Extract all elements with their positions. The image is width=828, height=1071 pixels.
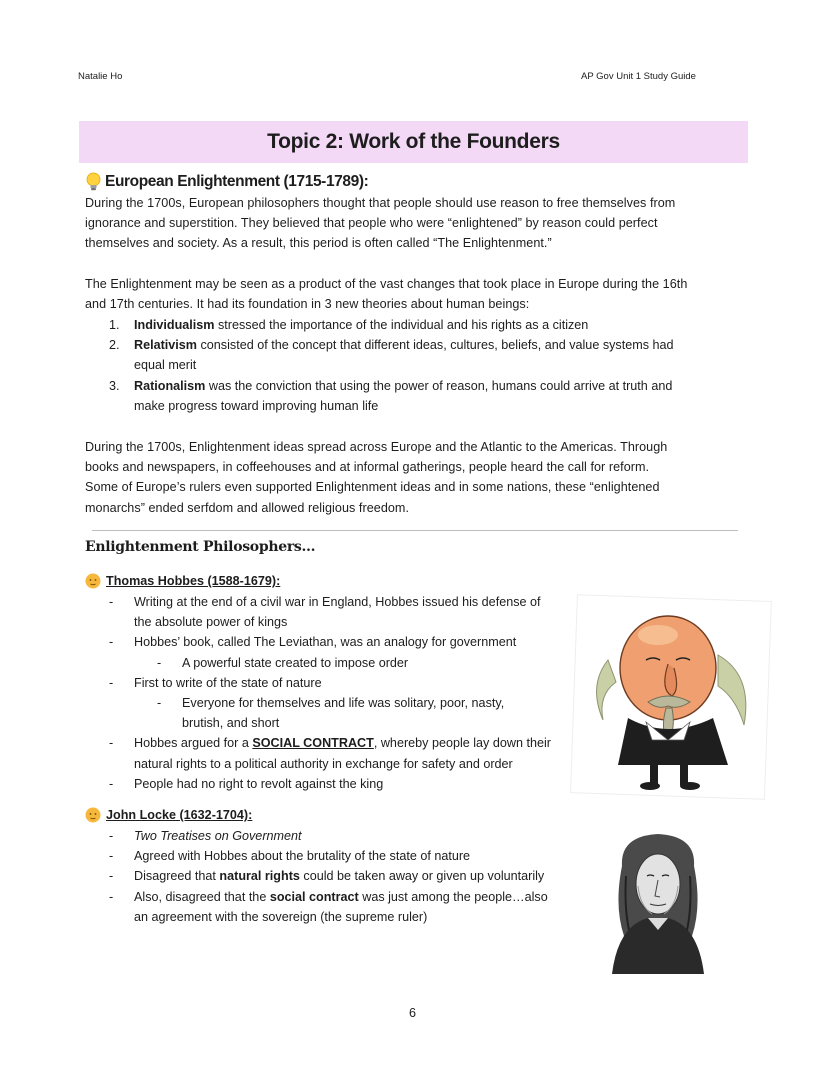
- text-line: Hobbes’ book, called The Leviathan, was an analogy for government: [134, 635, 517, 650]
- hobbes-bullets: [109, 592, 579, 794]
- text-line: the absolute power of kings: [134, 615, 288, 630]
- list-item: - Hobbes argued for a SOCIAL CONTRACT, whereby people lay down their natural rights to a political authority in exchange for safety and order: [109, 733, 579, 773]
- list-item: - First to write of the state of nature: [109, 673, 579, 693]
- text-line: themselves and society. As a result, this period is often called “The Enlightenment.”: [85, 236, 552, 251]
- list-item: - People had no right to revolt against the king: [109, 774, 579, 794]
- text-span: , whereby people lay down their: [373, 736, 551, 751]
- list-item: - Disagreed that natural rights could be taken away or given up voluntarily: [109, 869, 545, 884]
- hobbes-heading: [85, 573, 280, 589]
- list-item: - Everyone for themselves and life was solitary, poor, nasty, brutish, and short: [109, 693, 579, 733]
- hobbes-caricature-image: [568, 590, 772, 800]
- section-heading-enlightenment: [85, 172, 368, 192]
- person-face-icon: [85, 573, 101, 589]
- text-line: During the 1700s, Enlightenment ideas spread across Europe and the Atlantic to the Americas. Through: [85, 440, 668, 454]
- paragraph-foundation: [85, 274, 745, 314]
- section-divider: [92, 530, 738, 531]
- book-title: Two Treatises on Government: [134, 829, 302, 843]
- hobbes-name: Thomas Hobbes (1588-1679):: [106, 574, 281, 588]
- list-item: - A powerful state created to impose order: [109, 653, 579, 673]
- text-line: Some of Europe’s rulers even supported Enlightenment ideas and in some nations, these “enlightened: [85, 480, 660, 495]
- term-social-contract: SOCIAL CONTRACT: [252, 736, 374, 751]
- text-line: books and newspapers, in coffeehouses and at informal gatherings, people heard the call for reform.: [85, 460, 650, 475]
- paragraph-spread: [85, 437, 745, 518]
- text-line: ignorance and superstition. They believed that people who were “enlightened” by reason could perfect: [85, 216, 658, 231]
- header-course: AP Gov Unit 1 Study Guide: [581, 71, 696, 82]
- text-line: make progress toward improving human life: [134, 398, 379, 413]
- text-line: brutish, and short: [182, 716, 280, 731]
- list-item: - Two Treatises on Government: [109, 826, 589, 846]
- text-line: First to write of the state of nature: [134, 675, 322, 690]
- philosophers-heading: Enlightenment Philosophers…: [85, 539, 316, 555]
- term-natural-rights: natural rights: [219, 869, 300, 884]
- text-line: Agreed with Hobbes about the brutality of the state of nature: [134, 849, 471, 864]
- text-line: Writing at the end of a civil war in England, Hobbes issued his defense of: [134, 595, 541, 609]
- text-line: People had no right to revolt against the king: [134, 776, 384, 791]
- list-number: 1.: [109, 318, 120, 332]
- text-line: equal merit: [134, 358, 197, 373]
- text-line: was the conviction that using the power of reason, humans could arrive at truth and: [208, 378, 673, 393]
- text-line: During the 1700s, European philosophers thought that people should use reason to free themselves from: [85, 196, 676, 210]
- page-number: 6: [409, 1006, 417, 1020]
- text-line: monarchs” ended serfdom and allowed religious freedom.: [85, 500, 410, 515]
- list-item: [109, 335, 739, 375]
- text-span: Also, disagreed that the: [134, 889, 270, 904]
- text-line: stressed the importance of the individual and his rights as a citizen: [217, 318, 589, 332]
- term-rationalism: Rationalism: [134, 378, 206, 393]
- paragraph-intro: [85, 193, 745, 254]
- list-item: [109, 376, 739, 416]
- text-line: consisted of the concept that different ideas, cultures, beliefs, and value systems had: [200, 338, 674, 353]
- term-social-contract: social contract: [269, 889, 359, 904]
- locke-name: John Locke (1632-1704):: [106, 808, 253, 822]
- list-item: - Also, disagreed that the social contract was just among the people…also an agreement with the sovereign (the supreme ruler): [109, 887, 589, 927]
- text-line: an agreement with the sovereign (the supreme ruler): [134, 909, 428, 924]
- header-author: Natalie Ho: [78, 71, 123, 82]
- list-item: - Writing at the end of a civil war in England, Hobbes issued his defense of the absolute power of kings: [109, 592, 579, 632]
- lightbulb-icon: [85, 172, 102, 192]
- locke-portrait-image: [592, 826, 724, 974]
- text-span: was just among the people…also: [358, 889, 548, 904]
- text-span: Disagreed that: [134, 869, 220, 884]
- text-line: A powerful state created to impose order: [182, 655, 409, 670]
- text-line: The Enlightenment may be seen as a product of the vast changes that took place in Europe during the 16th: [85, 277, 688, 291]
- topic-title-banner: [79, 121, 748, 163]
- list-item: [109, 315, 739, 335]
- text-line: natural rights to a political authority in exchange for safety and order: [134, 756, 513, 771]
- list-number: 3.: [109, 378, 120, 393]
- locke-bullets: [109, 826, 589, 927]
- theories-list: [109, 315, 739, 416]
- locke-heading: [85, 807, 252, 823]
- text-span: Hobbes argued for a: [134, 736, 253, 751]
- text-span: could be taken away or given up voluntarily: [299, 869, 545, 884]
- term-relativism: Relativism: [134, 338, 197, 353]
- text-line: Everyone for themselves and life was solitary, poor, nasty,: [182, 696, 505, 711]
- text-line: and 17th centuries. It had its foundation in 3 new theories about human beings:: [85, 297, 530, 312]
- topic-title: Topic 2: Work of the Founders: [267, 130, 560, 153]
- list-item: - Agreed with Hobbes about the brutality of the state of nature: [109, 846, 589, 866]
- list-number: 2.: [109, 338, 120, 353]
- section-heading-text: European Enlightenment (1715-1789):: [105, 173, 369, 190]
- person-face-icon: [85, 807, 101, 823]
- term-individualism: Individualism: [134, 318, 215, 332]
- list-item: - Hobbes’ book, called The Leviathan, was an analogy for government: [109, 632, 579, 652]
